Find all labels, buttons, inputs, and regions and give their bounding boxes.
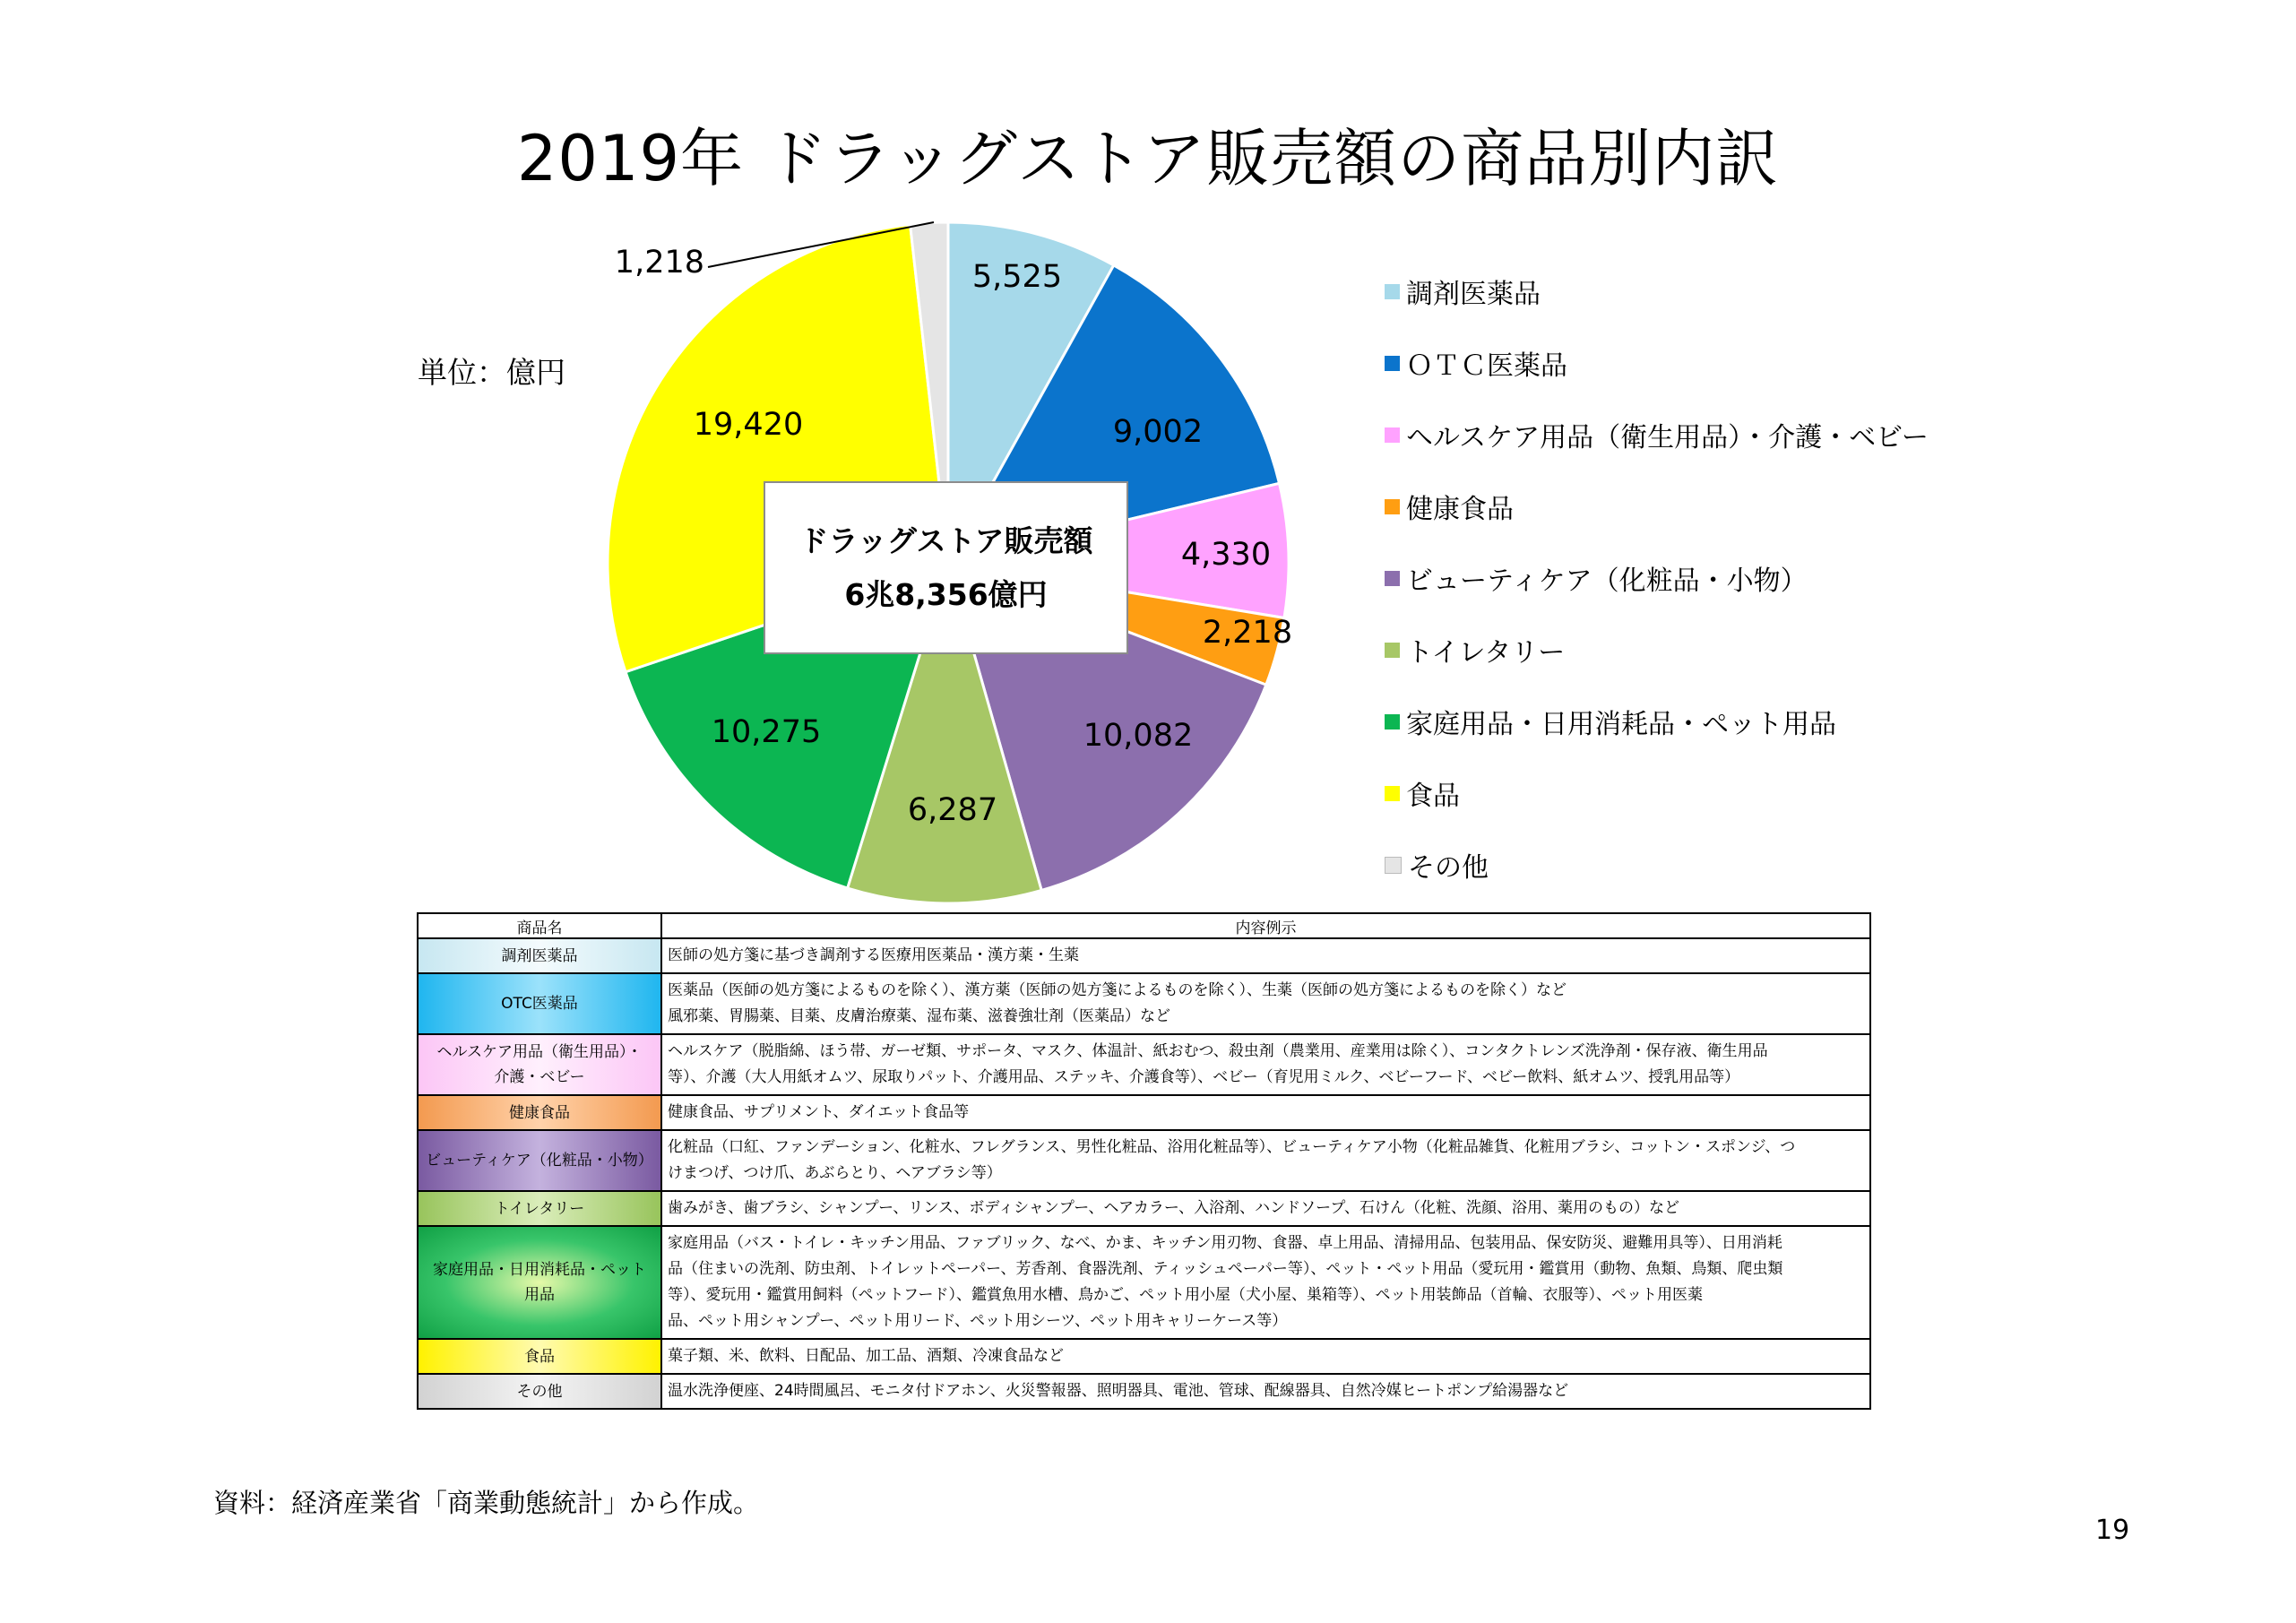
examples-line: 温水洗浄便座、24時間風呂、モニタ付ドアホン、火災警報器、照明器具、電池、管球、配線器具、自然冷媒ヒートポンプ給湯器など [668,1382,1569,1400]
category-cell [418,1095,661,1130]
examples-cell [661,1374,1870,1409]
pie-value-label-1: 5,525 [971,259,1063,295]
pie-value-label-2: 9,002 [1112,414,1204,450]
legend-item-5 [1385,542,1929,614]
legend-item-7 [1385,686,1929,757]
table-row [418,1191,1870,1226]
unit-label: 単位：億円 [418,355,565,390]
examples-line: 風邪薬、胃腸薬、目薬、皮膚治療薬、湿布薬、滋養強壮剤（医薬品）など [668,1007,1170,1025]
category-cell [418,1130,661,1191]
pie-value-label-9: 1,218 [614,245,704,281]
examples-line: 歯みがき、歯ブラシ、シャンプー、リンス、ボディシャンプー、ヘアカラー、入浴剤、ハンドソープ、石けん（化粧、洗顔、浴用、薬用のもの）など [668,1199,1679,1217]
page-number: 19 [2095,1515,2130,1546]
legend-swatch [1385,857,1402,874]
examples-line: 品、ペット用シャンプー、ペット用リード、ペット用シーツ、ペット用キャリーケース等） [668,1312,1288,1330]
examples-line: 品（住まいの洗剤、防虫剤、トイレットペーパー、芳香剤、食器洗剤、ティッシュペーパー等）、ペット・ペット用品（愛玩用・鑑賞用（動物、魚類、鳥類、爬虫類 [668,1260,1783,1278]
examples-line: 菓子類、米、飲料、日配品、加工品、酒類、冷凍食品など [668,1347,1064,1365]
table-header-row [418,913,1870,938]
examples-cell [661,1191,1870,1226]
category-line: 家庭用品・日用消耗品・ペット [433,1261,646,1279]
legend-item-8 [1385,757,1929,829]
chart-legend [1385,255,1929,901]
legend-label: トイレタリー [1406,637,1566,669]
table-row [418,973,1870,1034]
category-cell [418,1339,661,1374]
pie-value-label-8: 19,420 [693,407,804,443]
category-line: 健康食品 [509,1103,570,1122]
legend-swatch [1385,643,1400,658]
examples-line: 医薬品（医師の処方箋によるものを除く）、漢方薬（医師の処方箋によるものを除く）、生薬（医師の処方箋によるものを除く）など [668,981,1567,999]
legend-item-6 [1385,614,1929,686]
category-line: 介護・ベビー [494,1068,585,1086]
legend-label: 家庭用品・日用消耗品・ペット用品 [1406,709,1836,740]
legend-item-3 [1385,399,1929,470]
examples-cell [661,1339,1870,1374]
examples-line: 健康食品、サプリメント、ダイエット食品等 [668,1103,970,1121]
examples-cell [661,973,1870,1034]
category-line: 食品 [524,1347,555,1366]
legend-swatch [1385,356,1400,371]
table-row [418,1034,1870,1095]
legend-item-2 [1385,327,1929,399]
examples-cell [661,1095,1870,1130]
legend-item-4 [1385,470,1929,542]
total-sales-title: ドラッグストア販売額 [798,522,1093,558]
examples-line: ヘルスケア（脱脂綿、ほう帯、ガーゼ類、サポータ、マスク、体温計、紙おむつ、殺虫剤（農業用、産業用は除く）、コンタクトレンズ洗浄剤・保存液、衛生用品 [668,1042,1768,1060]
category-table [417,912,1871,1410]
legend-swatch [1385,284,1400,299]
table-row [418,938,1870,973]
examples-cell [661,1130,1870,1191]
examples-line: 家庭用品（バス・トイレ・キッチン用品、ファブリック、なべ、かま、キッチン用刃物、食器、卓上用品、清掃用品、包装用品、保安防災、避難用具等）、日用消耗 [668,1234,1782,1252]
category-cell [418,1191,661,1226]
category-cell [418,973,661,1034]
legend-item-9 [1385,829,1929,901]
pie-value-label-6: 6,287 [907,792,998,828]
category-line: 調剤医薬品 [501,946,578,965]
examples-line: 等）、介護（大人用紙オムツ、尿取りパット、介護用品、ステッキ、介護食等）、ベビー（育児用ミルク、ベビーフード、ベビー飲料、紙オムツ、授乳用品等） [668,1068,1740,1086]
table-row [418,1339,1870,1374]
examples-line: 医師の処方箋に基づき調剤する医療用医薬品・漢方薬・生薬 [668,946,1079,964]
pie-value-label-5: 10,082 [1083,718,1194,754]
examples-line: けまつげ、つけ爪、あぶらとり、ヘアブラシ等） [668,1164,1002,1182]
legend-swatch [1385,786,1400,801]
category-line: ヘルスケア用品（衛生用品）・ [436,1043,643,1061]
legend-label: その他 [1408,852,1489,884]
legend-label: ヘルスケア用品（衛生用品）・介護・ベビー [1406,422,1929,453]
pie-value-label-4: 2,218 [1202,615,1293,651]
category-line: OTC医薬品 [501,995,578,1013]
category-line: トイレタリー [494,1199,585,1218]
examples-cell [661,938,1870,973]
table-row [418,1226,1870,1339]
source-note: 資料：経済産業省「商業動態統計」から作成。 [213,1488,760,1518]
examples-line: 化粧品（口紅、ファンデーション、化粧水、フレグランス、男性化粧品、浴用化粧品等）、ビューティケア小物（化粧品雑貨、化粧用ブラシ、コットン・スポンジ、つ [668,1138,1796,1156]
total-sales-box [764,481,1128,654]
category-line: ビューティケア（化粧品・小物） [426,1152,653,1170]
examples-cell [661,1226,1870,1339]
legend-item-1 [1385,255,1929,327]
category-cell [418,1374,661,1409]
header-category: 商品名 [418,913,661,938]
legend-label: 調剤医薬品 [1406,279,1541,310]
legend-label: ビューティケア（化粧品・小物） [1406,565,1808,597]
legend-swatch [1385,427,1400,443]
legend-swatch [1385,714,1400,729]
category-cell [418,938,661,973]
examples-line: 等）、愛玩用・鑑賞用飼料（ペットフード）、鑑賞魚用水槽、鳥かご、ペット用小屋（犬小屋、巣箱等）、ペット用装飾品（首輪、衣服等）、ペット用医薬 [668,1286,1703,1304]
legend-swatch [1385,571,1400,586]
table-row [418,1095,1870,1130]
category-line: 用品 [524,1286,555,1304]
legend-swatch [1385,499,1400,514]
total-sales-value: 6兆8,356億円 [844,576,1048,612]
legend-label: 食品 [1406,781,1460,812]
category-cell [418,1226,661,1339]
category-cell [418,1034,661,1095]
examples-cell [661,1034,1870,1095]
table-row [418,1130,1870,1191]
legend-label: ＯＴＣ医薬品 [1406,350,1567,382]
pie-value-label-7: 10,275 [711,714,822,750]
pie-value-label-3: 4,330 [1180,537,1272,573]
category-line: その他 [516,1382,563,1401]
header-examples: 内容例示 [661,913,1870,938]
legend-label: 健康食品 [1406,494,1514,525]
table-row [418,1374,1870,1409]
page-title: 2019年 ドラッグストア販売額の商品別内訳 [516,122,1780,195]
